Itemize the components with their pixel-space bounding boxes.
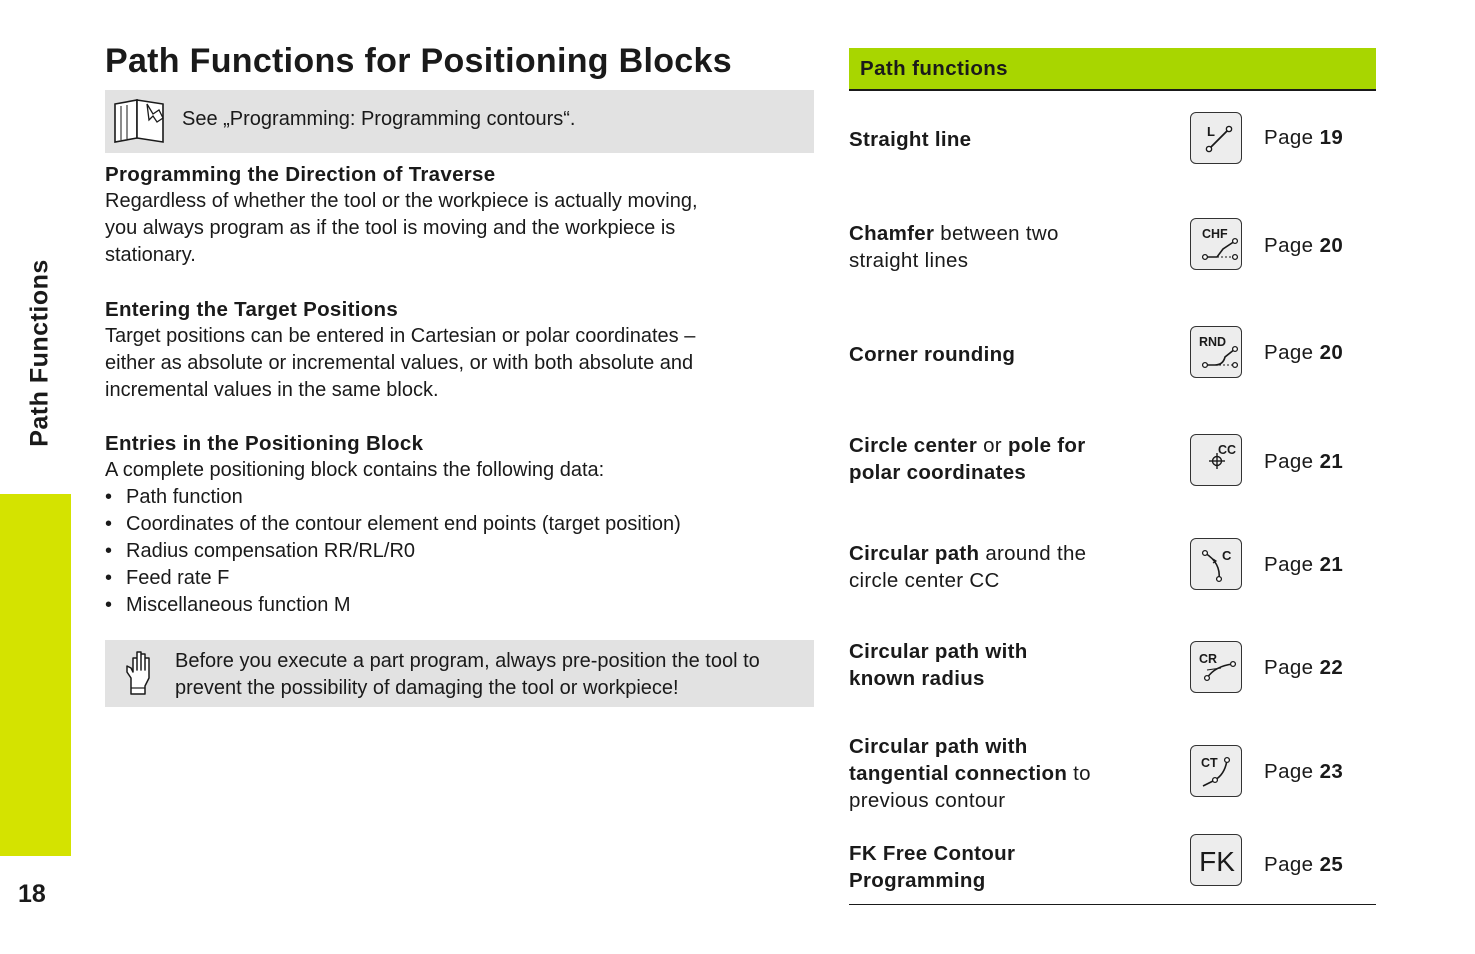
row-label-text: to <box>1067 762 1091 785</box>
row-page-ref <box>1264 341 1343 365</box>
row-label-bold: Circular path with <box>849 735 1028 758</box>
row-label <box>849 220 1169 274</box>
paragraph-line: stationary. <box>105 244 196 266</box>
row-label-bold: Circle center <box>849 434 978 457</box>
row-label-line2: polar coordinates <box>849 461 1027 484</box>
svg-text:CT: CT <box>1201 756 1218 770</box>
row-label-line2: circle center CC <box>849 569 1000 592</box>
hand-icon <box>125 648 159 703</box>
page-ref-number: 19 <box>1319 126 1344 149</box>
section-heading: Programming the Direction of Traverse <box>105 163 496 186</box>
row-label-line2: Programming <box>849 869 986 892</box>
row-label-bold: Straight line <box>849 128 972 151</box>
row-label <box>849 432 1169 486</box>
warning-line: Before you execute a part program, always pre-position the tool to <box>175 650 760 672</box>
section-target-positions <box>105 296 805 404</box>
fk-key-icon[interactable] <box>1190 834 1242 886</box>
page-ref-number: 20 <box>1319 341 1344 364</box>
row-label-text: between two <box>934 222 1059 245</box>
row-label <box>849 840 1169 894</box>
book-icon <box>113 96 171 151</box>
page-ref-number: 23 <box>1319 760 1344 783</box>
corner-rounding-key-icon[interactable] <box>1190 326 1242 378</box>
svg-text:C: C <box>1222 548 1232 563</box>
row-page-ref <box>1264 853 1343 877</box>
page-ref-number: 22 <box>1319 656 1344 679</box>
paragraph-line: you always program as if the tool is moving and the workpiece is <box>105 217 676 239</box>
warning-note <box>105 640 814 707</box>
page-number: 18 <box>18 880 46 908</box>
row-label-bold: FK Free Contour <box>849 842 1016 865</box>
paragraph-intro: A complete positioning block contains the following data: <box>105 459 605 481</box>
bullet-list <box>105 484 805 619</box>
see-reference-note <box>105 90 814 153</box>
svg-text:L: L <box>1207 124 1215 139</box>
row-label-bold: Circular path <box>849 542 980 565</box>
row-label <box>849 126 1169 153</box>
table-bottom-rule <box>849 904 1376 905</box>
svg-text:CR: CR <box>1199 652 1218 666</box>
page-prefix: Page <box>1264 553 1314 576</box>
row-label-bold: pole for <box>1007 434 1086 457</box>
see-reference-text: See „Programming: Programming contours“. <box>182 108 576 130</box>
row-label-text: or <box>977 434 1008 457</box>
fk-key-label: FK <box>1199 846 1235 877</box>
paragraph-line: Target positions can be entered in Cartesian or polar coordinates – <box>105 325 696 347</box>
page-prefix: Page <box>1264 760 1314 783</box>
row-label-line2: known radius <box>849 667 985 690</box>
row-page-ref <box>1264 760 1343 784</box>
page-prefix: Page <box>1264 656 1314 679</box>
svg-text:CHF: CHF <box>1202 227 1228 241</box>
svg-text:CC: CC <box>1218 443 1237 457</box>
paragraph-line: Regardless of whether the tool or the workpiece is actually moving, <box>105 190 698 212</box>
row-label <box>849 540 1169 594</box>
page-prefix: Page <box>1264 450 1314 473</box>
row-page-ref <box>1264 126 1343 150</box>
page-prefix: Page <box>1264 341 1314 364</box>
page-ref-number: 21 <box>1319 450 1344 473</box>
page-ref-number: 21 <box>1319 553 1344 576</box>
circular-path-tangential-key-icon[interactable] <box>1190 745 1242 797</box>
section-heading: Entering the Target Positions <box>105 298 399 321</box>
section-positioning-block-entries <box>105 430 805 619</box>
row-page-ref <box>1264 450 1343 474</box>
row-label <box>849 638 1169 692</box>
circular-path-key-icon[interactable] <box>1190 538 1242 590</box>
list-item: • Path function <box>105 484 805 511</box>
row-label-bold: Circular path with <box>849 640 1028 663</box>
circle-center-key-icon[interactable] <box>1190 434 1242 486</box>
page-prefix: Page <box>1264 234 1314 257</box>
list-item: • Miscellaneous function M <box>105 592 805 619</box>
row-label-line2: tangential connection <box>849 762 1068 785</box>
row-label <box>849 341 1169 368</box>
row-page-ref <box>1264 656 1343 680</box>
svg-text:RND: RND <box>1199 335 1227 349</box>
row-label-line3: previous contour <box>849 789 1006 812</box>
path-functions-header <box>849 48 1376 91</box>
page-title: Path Functions for Positioning Blocks <box>105 42 732 80</box>
row-label-bold: Chamfer <box>849 222 935 245</box>
warning-line: prevent the possibility of damaging the tool or workpiece! <box>175 677 679 699</box>
row-label-line2: straight lines <box>849 249 969 272</box>
row-page-ref <box>1264 553 1343 577</box>
page-ref-number: 20 <box>1319 234 1344 257</box>
list-item: • Radius compensation RR/RL/R0 <box>105 538 805 565</box>
row-label <box>849 733 1169 814</box>
row-label-bold: Corner rounding <box>849 343 1016 366</box>
warning-text <box>175 648 760 702</box>
list-item: • Feed rate F <box>105 565 805 592</box>
section-direction-of-traverse <box>105 161 805 269</box>
row-label-text: around the <box>979 542 1087 565</box>
section-heading: Entries in the Positioning Block <box>105 432 424 455</box>
chamfer-key-icon[interactable] <box>1190 218 1242 270</box>
page-prefix: Page <box>1264 853 1314 876</box>
row-page-ref <box>1264 234 1343 258</box>
paragraph-line: incremental values in the same block. <box>105 379 439 401</box>
page-ref-number: 25 <box>1319 853 1344 876</box>
straight-line-key-icon[interactable] <box>1190 112 1242 164</box>
list-item: • Coordinates of the contour element end points (target position) <box>105 511 805 538</box>
path-functions-header-title: Path functions <box>860 57 1008 80</box>
side-tab-label: Path Functions <box>25 259 54 447</box>
page-prefix: Page <box>1264 126 1314 149</box>
side-tab-bar <box>0 494 71 856</box>
circular-path-radius-key-icon[interactable] <box>1190 641 1242 693</box>
paragraph-line: either as absolute or incremental values, or with both absolute and <box>105 352 694 374</box>
